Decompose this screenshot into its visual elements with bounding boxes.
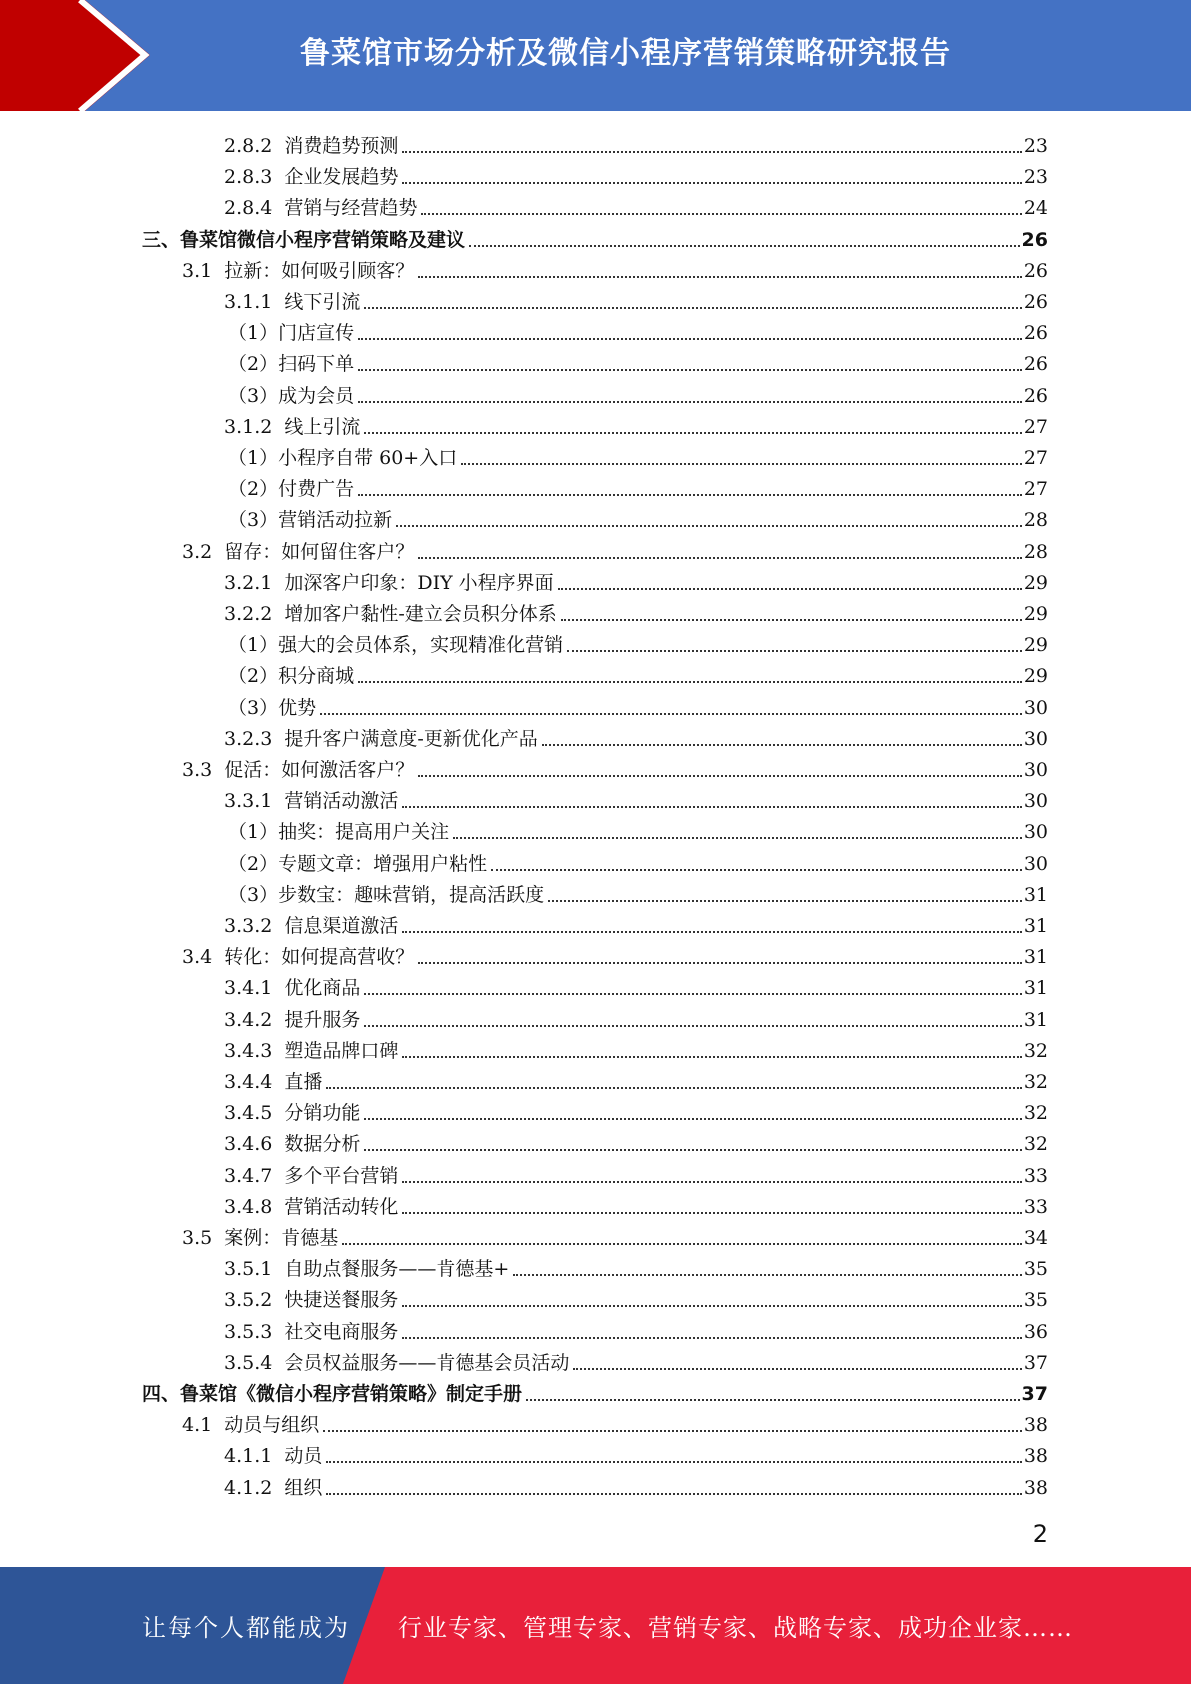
toc-entry-number: 3.1.2	[224, 415, 273, 438]
toc-entry-page: 26	[1023, 353, 1048, 376]
toc-entry-title: （1）小程序自带 60+入口	[228, 447, 458, 469]
toc-entry-title: （3）成为会员	[228, 384, 355, 407]
toc-entry-title: （3）营销活动拉新	[228, 509, 393, 532]
toc-entry-title: （3）步数宝：趣味营销，提高活跃度	[228, 883, 545, 906]
toc-dot-leader	[513, 1273, 1022, 1276]
toc-entry-number: 4.1.1	[224, 1445, 273, 1468]
toc-entry-number: 3.4.3	[224, 1039, 273, 1062]
toc-entry-title: （1）门店宣传	[228, 322, 355, 345]
toc-entry[interactable]	[224, 1345, 1048, 1375]
toc-entry-page: 30	[1023, 696, 1048, 719]
toc-entry-page: 26	[1023, 384, 1048, 407]
toc-entry-title: （2）积分商城	[228, 665, 355, 688]
toc-entry[interactable]	[224, 1158, 1048, 1188]
toc-entry-number: 3.2.2	[224, 603, 273, 625]
toc-entry-title: （1）强大的会员体系，实现精准化营销	[228, 634, 564, 657]
toc-dot-leader	[364, 1117, 1021, 1120]
toc-entry-page: 27	[1023, 447, 1048, 469]
toc-dot-leader	[326, 1460, 1021, 1463]
toc-entry-number: 3.4.4	[224, 1071, 273, 1093]
toc-entry-number: 2.8.3	[224, 166, 273, 189]
toc-entry[interactable]	[224, 565, 1048, 595]
toc-entry-title: 消费趋势预测	[284, 135, 399, 157]
toc-entry[interactable]	[224, 409, 1048, 439]
report-title: 鲁菜馆市场分析及微信小程序营销策略研究报告	[300, 36, 951, 71]
toc-dot-leader	[396, 524, 1022, 527]
toc-dot-leader	[418, 774, 1022, 777]
toc-entry[interactable]	[224, 1095, 1048, 1125]
toc-dot-leader	[402, 1055, 1021, 1058]
toc-entry[interactable]	[224, 1033, 1048, 1063]
toc-entry-number: 2.8.2	[224, 135, 273, 157]
toc-entry-title: 增加客户黏性-建立会员积分体系	[284, 603, 557, 625]
toc-dot-leader	[320, 712, 1022, 715]
toc-entry[interactable]	[224, 783, 1048, 813]
toc-entry-number: 3.3.2	[224, 915, 273, 937]
toc-entry[interactable]	[224, 284, 1048, 314]
toc-entry-title: 案例：肯德基	[224, 1227, 339, 1249]
toc-entry-title: 数据分析	[284, 1133, 361, 1156]
toc-entry-title: 动员与组织	[224, 1414, 320, 1437]
toc-entry-number: 3.4.1	[224, 977, 273, 1000]
toc-entry-page: 30	[1023, 759, 1048, 781]
toc-entry-title: 优化商品	[284, 977, 361, 1000]
toc-dot-leader	[323, 1429, 1022, 1432]
toc-entry-number: 4.1.2	[224, 1476, 273, 1499]
toc-entry-title: 塑造品牌口碑	[284, 1039, 399, 1062]
toc-entry-title: 动员	[284, 1445, 323, 1468]
footer-slogan-left: 让每个人都能成为	[142, 1614, 350, 1642]
toc-entry-title: 社交电商服务	[284, 1320, 399, 1343]
toc-entry-page: 31	[1023, 1008, 1048, 1031]
toc-entry[interactable]	[228, 658, 1048, 688]
toc-entry-number: 3.3.1	[224, 790, 273, 813]
toc-entry-page: 23	[1023, 166, 1048, 189]
toc-entry[interactable]	[224, 159, 1048, 189]
toc-entry-title: 提升服务	[284, 1008, 361, 1031]
toc-entry-page: 26	[1023, 322, 1048, 345]
toc-entry-page: 28	[1023, 509, 1048, 532]
toc-entry[interactable]	[224, 596, 1048, 626]
toc-dot-leader	[402, 930, 1021, 933]
toc-entry-page: 29	[1023, 603, 1048, 625]
toc-entry[interactable]	[142, 1376, 1048, 1406]
toc-dot-leader	[364, 1148, 1021, 1151]
toc-entry[interactable]	[224, 128, 1048, 158]
toc-entry[interactable]	[224, 1470, 1048, 1500]
toc-entry-title: 自助点餐服务——肯德基+	[284, 1258, 510, 1281]
toc-entry-number: 3.4	[182, 946, 213, 969]
toc-entry-title: 线下引流	[284, 291, 361, 313]
toc-entry-title: （1）抽奖：提高用户关注	[228, 821, 450, 844]
toc-entry-number: 3.4.5	[224, 1102, 273, 1125]
toc-entry[interactable]	[228, 814, 1048, 844]
toc-entry-page: 37	[1021, 1383, 1048, 1405]
toc-entry-page: 30	[1023, 727, 1048, 750]
toc-entry-number: 3.2.3	[224, 727, 273, 750]
toc-entry-page: 24	[1023, 197, 1048, 220]
toc-entry-page: 32	[1023, 1133, 1048, 1156]
toc-dot-leader	[402, 1304, 1021, 1307]
page-footer	[0, 1567, 1191, 1684]
toc-dot-leader	[364, 992, 1021, 995]
toc-entry-page: 30	[1023, 852, 1048, 875]
toc-dot-leader	[548, 899, 1022, 902]
toc-dot-leader	[402, 150, 1021, 153]
toc-entry[interactable]	[228, 378, 1048, 408]
toc-dot-leader	[567, 649, 1022, 652]
toc-entry-page: 32	[1023, 1071, 1048, 1093]
toc-entry-title: 分销功能	[284, 1102, 361, 1125]
toc-entry-page: 27	[1023, 478, 1048, 501]
toc-dot-leader	[526, 1398, 1020, 1401]
toc-dot-leader	[421, 212, 1021, 215]
red-chevron-decoration	[0, 0, 160, 111]
toc-entry-page: 36	[1023, 1320, 1048, 1343]
toc-dot-leader	[402, 181, 1021, 184]
toc-entry-title: 留存：如何留住客户？	[224, 540, 415, 563]
toc-dot-leader	[453, 836, 1022, 839]
toc-entry-page: 23	[1023, 135, 1048, 157]
toc-entry[interactable]	[228, 846, 1048, 876]
toc-entry-number: 3.4.2	[224, 1008, 273, 1031]
toc-entry[interactable]	[228, 502, 1048, 532]
toc-dot-leader	[358, 337, 1022, 340]
toc-dot-leader	[358, 493, 1022, 496]
toc-entry-page: 35	[1023, 1258, 1048, 1281]
toc-entry-title: 线上引流	[284, 415, 361, 438]
toc-dot-leader	[326, 1086, 1021, 1089]
toc-entry-page: 38	[1023, 1476, 1048, 1499]
toc-dot-leader	[418, 556, 1022, 559]
toc-entry-title: 信息渠道激活	[284, 915, 399, 937]
toc-entry-number: 3.4.6	[224, 1133, 273, 1156]
toc-entry[interactable]	[224, 1064, 1048, 1094]
toc-entry[interactable]	[182, 752, 1048, 782]
toc-entry-page: 33	[1023, 1164, 1048, 1187]
toc-entry-page: 29	[1023, 571, 1048, 594]
toc-dot-leader	[561, 618, 1022, 621]
toc-entry[interactable]	[228, 690, 1048, 720]
toc-dot-leader	[461, 462, 1022, 465]
page-number: 2	[1032, 1520, 1048, 1548]
toc-entry-title: 会员权益服务——肯德基会员活动	[284, 1351, 570, 1374]
toc-dot-leader	[402, 1336, 1021, 1339]
toc-entry-title: 营销活动转化	[284, 1195, 399, 1218]
toc-entry-page: 31	[1023, 915, 1048, 937]
toc-entry-number: 3.1.1	[224, 291, 273, 313]
toc-entry[interactable]	[224, 1282, 1048, 1312]
toc-entry-number: 3.2	[182, 540, 213, 563]
toc-entry[interactable]	[228, 440, 1048, 470]
toc-entry-page: 31	[1023, 977, 1048, 1000]
toc-dot-leader	[402, 1180, 1021, 1183]
toc-entry-number: 2.8.4	[224, 197, 273, 220]
toc-dot-leader	[358, 368, 1022, 371]
toc-entry-title: 加深客户印象：DIY 小程序界面	[284, 571, 554, 594]
toc-entry-title: （2）专题文章：增强用户粘性	[228, 852, 488, 875]
toc-entry[interactable]	[224, 1314, 1048, 1344]
toc-entry[interactable]	[224, 721, 1048, 751]
toc-entry-title: 快捷送餐服务	[284, 1289, 399, 1312]
toc-entry-number: 3.3	[182, 759, 213, 781]
toc-entry-page: 29	[1023, 665, 1048, 688]
toc-entry-page: 28	[1023, 540, 1048, 563]
toc-entry[interactable]	[228, 627, 1048, 657]
toc-entry-page: 38	[1023, 1414, 1048, 1437]
toc-entry[interactable]	[228, 877, 1048, 907]
toc-entry-title: 促活：如何激活客户？	[224, 759, 415, 781]
toc-entry[interactable]	[182, 534, 1048, 564]
toc-entry[interactable]	[224, 970, 1048, 1000]
toc-dot-leader	[364, 431, 1021, 434]
toc-entry-page: 33	[1023, 1195, 1048, 1218]
toc-dot-leader	[358, 680, 1022, 683]
toc-entry-title: 组织	[284, 1476, 323, 1499]
toc-entry-number: 3.4.8	[224, 1195, 273, 1218]
toc-entry-page: 26	[1023, 291, 1048, 313]
toc-dot-leader	[364, 306, 1021, 309]
toc-entry-page: 31	[1023, 946, 1048, 969]
toc-entry[interactable]	[224, 190, 1048, 220]
toc-entry-page: 32	[1023, 1039, 1048, 1062]
toc-entry[interactable]	[182, 1220, 1048, 1250]
toc-entry-title: 转化：如何提高营收？	[224, 946, 415, 969]
toc-entry-number: 3.5	[182, 1227, 213, 1249]
toc-entry-page: 32	[1023, 1102, 1048, 1125]
toc-entry-title: 企业发展趋势	[284, 166, 399, 189]
toc-entry[interactable]	[224, 1438, 1048, 1468]
toc-entry[interactable]	[228, 471, 1048, 501]
toc-entry[interactable]	[228, 346, 1048, 376]
toc-entry-number: 3.5.4	[224, 1351, 273, 1374]
toc-entry[interactable]	[142, 222, 1048, 252]
toc-entry[interactable]	[224, 1189, 1048, 1219]
toc-entry[interactable]	[224, 1002, 1048, 1032]
toc-entry-page: 30	[1023, 790, 1048, 813]
toc-entry-title: 四、鲁菜馆《微信小程序营销策略》制定手册	[142, 1383, 523, 1405]
toc-entry-page: 35	[1023, 1289, 1048, 1312]
toc-entry-page: 27	[1023, 415, 1048, 438]
toc-entry-title: 营销与经营趋势	[284, 197, 418, 220]
toc-entry-number: 3.5.3	[224, 1320, 273, 1343]
toc-dot-leader	[364, 1024, 1021, 1027]
toc-entry[interactable]	[224, 908, 1048, 938]
toc-entry-number: 3.4.7	[224, 1164, 273, 1187]
toc-dot-leader	[402, 805, 1021, 808]
toc-dot-leader	[402, 1211, 1021, 1214]
toc-entry-page: 34	[1023, 1227, 1048, 1249]
toc-entry-number: 4.1	[182, 1414, 213, 1437]
toc-dot-leader	[558, 587, 1022, 590]
toc-entry-page: 26	[1021, 228, 1048, 251]
toc-entry[interactable]	[182, 1407, 1048, 1437]
toc-entry-title: （2）扫码下单	[228, 353, 355, 376]
toc-entry-number: 3.1	[182, 259, 213, 282]
toc-dot-leader	[418, 275, 1022, 278]
toc-dot-leader	[469, 244, 1020, 247]
page-header	[0, 0, 1191, 111]
toc-dot-leader	[358, 400, 1022, 403]
toc-entry-page: 26	[1023, 259, 1048, 282]
footer-slogan-right: 行业专家、管理专家、营销专家、战略专家、成功企业家……	[398, 1614, 1073, 1642]
toc-entry-title: （3）优势	[228, 696, 317, 719]
toc-entry-page: 37	[1023, 1351, 1048, 1374]
toc-entry[interactable]	[224, 1251, 1048, 1281]
toc-dot-leader	[542, 743, 1022, 746]
toc-entry[interactable]	[182, 253, 1048, 283]
toc-entry-title: 拉新：如何吸引顾客？	[224, 259, 415, 282]
toc-entry-page: 29	[1023, 634, 1048, 657]
toc-dot-leader	[326, 1492, 1021, 1495]
toc-dot-leader	[573, 1367, 1021, 1370]
toc-entry-title: 三、鲁菜馆微信小程序营销策略及建议	[142, 228, 466, 251]
toc-entry[interactable]	[228, 315, 1048, 345]
toc-entry[interactable]	[224, 1126, 1048, 1156]
toc-entry-title: 提升客户满意度-更新优化产品	[284, 727, 538, 750]
toc-entry-number: 3.2.1	[224, 571, 273, 594]
toc-entry-number: 3.5.2	[224, 1289, 273, 1312]
toc-entry-title: 营销活动激活	[284, 790, 399, 813]
toc-dot-leader	[418, 961, 1022, 964]
toc-entry-page: 38	[1023, 1445, 1048, 1468]
toc-entry-title: 直播	[284, 1071, 323, 1093]
toc-entry-number: 3.5.1	[224, 1258, 273, 1281]
toc-entry-page: 30	[1023, 821, 1048, 844]
toc-dot-leader	[342, 1242, 1022, 1245]
toc-entry-title: 多个平台营销	[284, 1164, 399, 1187]
toc-entry[interactable]	[182, 939, 1048, 969]
toc-entry-page: 31	[1023, 883, 1048, 906]
toc-dot-leader	[491, 868, 1022, 871]
toc-entry-title: （2）付费广告	[228, 478, 355, 501]
